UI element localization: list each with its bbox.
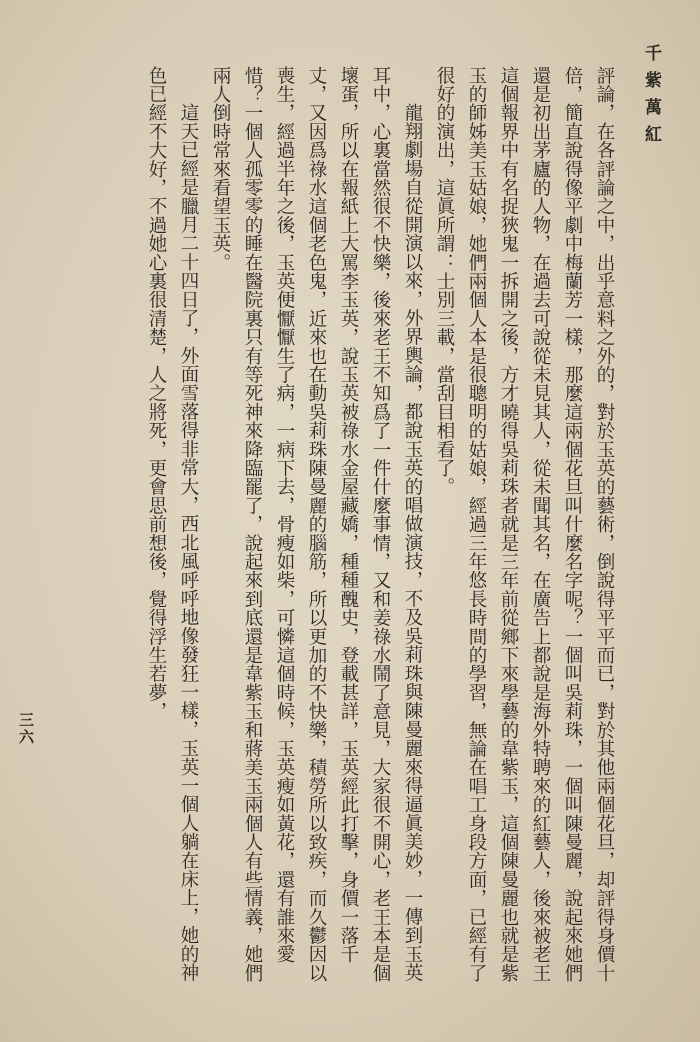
paragraph-2: 龍翔劇場自從開演以來，外界輿論，都說玉英的唱做演技，不及吳莉珠與陳曼麗來得逼眞美妙，一傳到玉英耳中，心裏當然很不快樂，後來老王不知爲了一件什麼事情，又和姜祿水鬧了意見，大家很不開心，老王本是個壞蛋，所以在報紙上大罵李玉英，說玉英被祿水金屋藏嬌，種種醜史，登載甚詳，玉英經此打擊，身價一落千丈，又因爲祿水這個老色鬼，近來也在動吳莉珠陳曼麗的腦筋，所以更加的不快樂，積勞所以致疾，而久鬱因以喪生，經過半年之後，玉英便懨懨生了病，一病下去，骨瘦如柴，可憐這個時候，玉英瘦如黃花，還有誰來愛惜？一個人孤零零的睡在醫院裏只有等死神來降臨罷了，說起來到底還是韋紫玉和蔣美玉兩個人有些情義，她們兩人倒時常來看望玉英。 [210, 66, 423, 983]
running-head-title: 千紫萬紅 [641, 44, 661, 152]
paragraph-3: 這天已經是臘月二十四日了，外面雪落得非常大，西北風呼呼地像發狂一樣，玉英一個人躺在床上，她的神色已經不大好，不過她心裏很清楚，人之將死，更會思前想後，覺得浮生若夢， [146, 66, 199, 982]
body-text [140, 66, 620, 988]
page-number: 三六 [17, 712, 35, 746]
paragraph-1: 評論，在各評論之中，出乎意料之外的，對於玉英的藝術，倒說得平平而已，對於其他兩個花旦，却評得身價十倍，簡直說得像平劇中梅蘭芳一樣，那麼這兩個花旦叫什麼名字呢？一個叫吳莉珠，一個叫陳曼麗，說起來她們還是初出茅廬的人物，在過去可說從未見其人，從未聞其名，在廣告上都說是海外特聘來的紅藝人，後來被老王這個報界中有名捉狹鬼一拆開之後，方才曉得吳莉珠者就是三年前從鄉下來學藝的韋紫玉，這個陳曼麗也就是紫玉的師姊美玉姑娘，她們兩個人本是很聰明的姑娘，經過三年悠長時間的學習，無論在唱工身段方面，已經有了很好的演出，這眞所謂：士別三載，當刮目相看了。 [434, 66, 615, 983]
